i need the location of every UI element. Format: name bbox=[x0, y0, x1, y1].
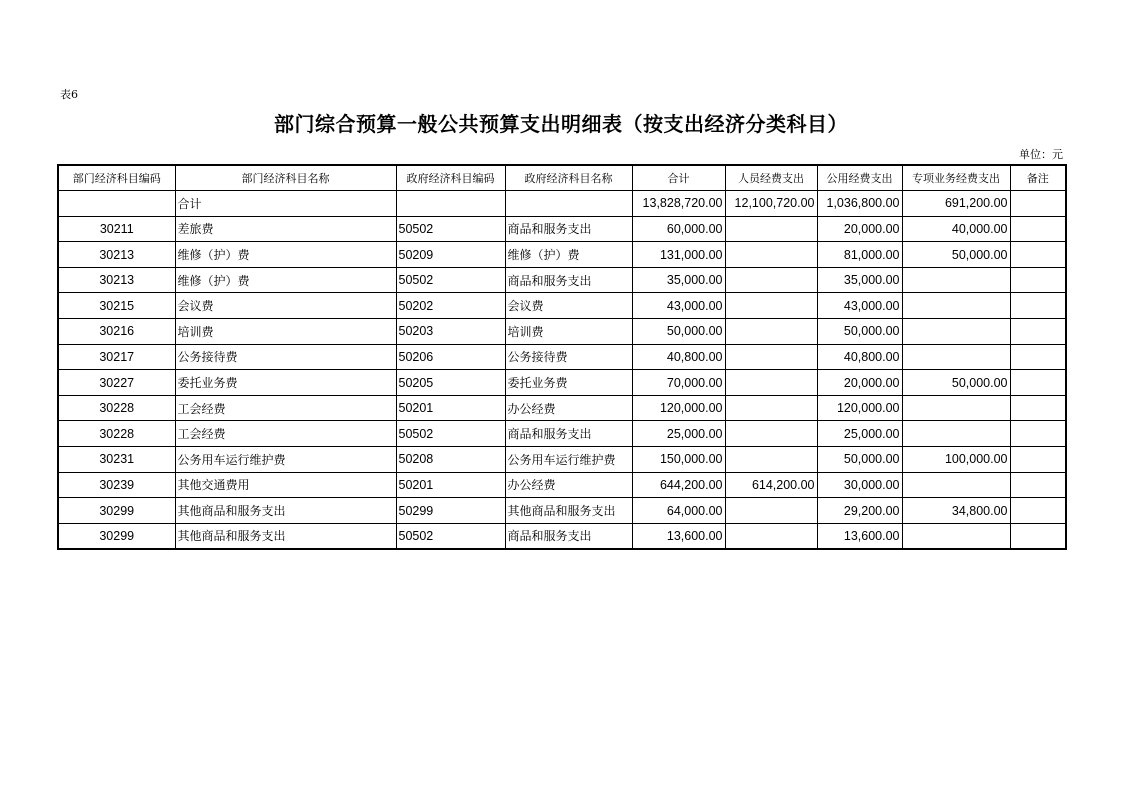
unit-label: 单位：元 bbox=[1019, 148, 1063, 161]
cell-gov-name: 公务接待费 bbox=[505, 344, 632, 370]
cell-public: 50,000.00 bbox=[817, 447, 902, 473]
header-personnel: 人员经费支出 bbox=[725, 165, 817, 191]
cell-note bbox=[1010, 370, 1066, 396]
cell-note bbox=[1010, 319, 1066, 345]
cell-dept-name: 公务接待费 bbox=[175, 344, 396, 370]
cell-dept-name: 合计 bbox=[175, 191, 396, 217]
cell-personnel bbox=[725, 319, 817, 345]
header-dept-code: 部门经济科目编码 bbox=[58, 165, 175, 191]
cell-total: 131,000.00 bbox=[632, 242, 725, 268]
cell-note bbox=[1010, 344, 1066, 370]
cell-note bbox=[1010, 242, 1066, 268]
cell-note bbox=[1010, 447, 1066, 473]
cell-gov-code: 50205 bbox=[396, 370, 505, 396]
cell-dept-name: 工会经费 bbox=[175, 395, 396, 421]
table-row bbox=[58, 472, 1066, 498]
cell-total: 50,000.00 bbox=[632, 319, 725, 345]
cell-dept-name: 其他商品和服务支出 bbox=[175, 523, 396, 549]
cell-dept-code: 30228 bbox=[58, 395, 175, 421]
cell-public: 43,000.00 bbox=[817, 293, 902, 319]
cell-gov-code: 50202 bbox=[396, 293, 505, 319]
cell-public: 20,000.00 bbox=[817, 370, 902, 396]
cell-total: 25,000.00 bbox=[632, 421, 725, 447]
cell-note bbox=[1010, 293, 1066, 319]
cell-gov-code: 50201 bbox=[396, 472, 505, 498]
cell-personnel bbox=[725, 370, 817, 396]
cell-gov-name: 会议费 bbox=[505, 293, 632, 319]
table-row bbox=[58, 242, 1066, 268]
table-row bbox=[58, 498, 1066, 524]
cell-gov-name bbox=[505, 191, 632, 217]
cell-special bbox=[902, 472, 1010, 498]
page-title: 部门综合预算一般公共预算支出明细表（按支出经济分类科目） bbox=[274, 112, 848, 136]
cell-public: 30,000.00 bbox=[817, 472, 902, 498]
cell-special bbox=[902, 421, 1010, 447]
cell-special bbox=[902, 319, 1010, 345]
cell-gov-code: 50502 bbox=[396, 421, 505, 447]
cell-personnel: 12,100,720.00 bbox=[725, 191, 817, 217]
cell-dept-code: 30215 bbox=[58, 293, 175, 319]
cell-personnel bbox=[725, 523, 817, 549]
cell-special bbox=[902, 344, 1010, 370]
cell-personnel bbox=[725, 395, 817, 421]
cell-note bbox=[1010, 191, 1066, 217]
cell-gov-code bbox=[396, 191, 505, 217]
cell-total: 13,828,720.00 bbox=[632, 191, 725, 217]
cell-dept-name: 其他商品和服务支出 bbox=[175, 498, 396, 524]
table-row bbox=[58, 267, 1066, 293]
cell-gov-name: 商品和服务支出 bbox=[505, 523, 632, 549]
cell-dept-name: 差旅费 bbox=[175, 216, 396, 242]
cell-special bbox=[902, 523, 1010, 549]
cell-dept-code bbox=[58, 191, 175, 217]
cell-total: 40,800.00 bbox=[632, 344, 725, 370]
cell-gov-name: 办公经费 bbox=[505, 472, 632, 498]
cell-total: 120,000.00 bbox=[632, 395, 725, 421]
cell-gov-name: 商品和服务支出 bbox=[505, 267, 632, 293]
cell-dept-name: 维修（护）费 bbox=[175, 242, 396, 268]
cell-personnel bbox=[725, 242, 817, 268]
cell-gov-code: 50201 bbox=[396, 395, 505, 421]
cell-gov-code: 50502 bbox=[396, 523, 505, 549]
cell-public: 20,000.00 bbox=[817, 216, 902, 242]
cell-dept-code: 30213 bbox=[58, 242, 175, 268]
cell-total: 43,000.00 bbox=[632, 293, 725, 319]
cell-total: 60,000.00 bbox=[632, 216, 725, 242]
cell-gov-code: 50206 bbox=[396, 344, 505, 370]
cell-special: 40,000.00 bbox=[902, 216, 1010, 242]
cell-personnel bbox=[725, 216, 817, 242]
cell-gov-name: 办公经费 bbox=[505, 395, 632, 421]
cell-gov-code: 50502 bbox=[396, 216, 505, 242]
cell-note bbox=[1010, 395, 1066, 421]
cell-special: 691,200.00 bbox=[902, 191, 1010, 217]
cell-dept-name: 委托业务费 bbox=[175, 370, 396, 396]
cell-gov-name: 委托业务费 bbox=[505, 370, 632, 396]
cell-special: 50,000.00 bbox=[902, 370, 1010, 396]
cell-total: 13,600.00 bbox=[632, 523, 725, 549]
table-row bbox=[58, 293, 1066, 319]
cell-note bbox=[1010, 421, 1066, 447]
header-gov-name: 政府经济科目名称 bbox=[505, 165, 632, 191]
cell-special: 34,800.00 bbox=[902, 498, 1010, 524]
table-row bbox=[58, 319, 1066, 345]
cell-total: 644,200.00 bbox=[632, 472, 725, 498]
header-total: 合计 bbox=[632, 165, 725, 191]
cell-note bbox=[1010, 267, 1066, 293]
cell-total: 64,000.00 bbox=[632, 498, 725, 524]
header-dept-name: 部门经济科目名称 bbox=[175, 165, 396, 191]
cell-dept-name: 维修（护）费 bbox=[175, 267, 396, 293]
cell-total: 70,000.00 bbox=[632, 370, 725, 396]
cell-dept-code: 30211 bbox=[58, 216, 175, 242]
table-number: 表6 bbox=[60, 88, 78, 101]
header-public: 公用经费支出 bbox=[817, 165, 902, 191]
cell-note bbox=[1010, 523, 1066, 549]
cell-personnel bbox=[725, 344, 817, 370]
cell-dept-name: 其他交通费用 bbox=[175, 472, 396, 498]
cell-dept-code: 30231 bbox=[58, 447, 175, 473]
table-row bbox=[58, 447, 1066, 473]
header-note: 备注 bbox=[1010, 165, 1066, 191]
cell-special: 50,000.00 bbox=[902, 242, 1010, 268]
cell-dept-code: 30228 bbox=[58, 421, 175, 447]
cell-dept-code: 30239 bbox=[58, 472, 175, 498]
cell-gov-name: 商品和服务支出 bbox=[505, 216, 632, 242]
cell-gov-code: 50209 bbox=[396, 242, 505, 268]
cell-public: 40,800.00 bbox=[817, 344, 902, 370]
cell-gov-name: 商品和服务支出 bbox=[505, 421, 632, 447]
total-row bbox=[58, 191, 1066, 217]
cell-public: 35,000.00 bbox=[817, 267, 902, 293]
cell-gov-name: 其他商品和服务支出 bbox=[505, 498, 632, 524]
cell-public: 13,600.00 bbox=[817, 523, 902, 549]
cell-dept-code: 30217 bbox=[58, 344, 175, 370]
cell-public: 29,200.00 bbox=[817, 498, 902, 524]
cell-special bbox=[902, 267, 1010, 293]
cell-special: 100,000.00 bbox=[902, 447, 1010, 473]
cell-dept-name: 会议费 bbox=[175, 293, 396, 319]
cell-gov-code: 50502 bbox=[396, 267, 505, 293]
cell-dept-code: 30216 bbox=[58, 319, 175, 345]
cell-note bbox=[1010, 498, 1066, 524]
cell-personnel bbox=[725, 267, 817, 293]
header-row bbox=[58, 165, 1066, 191]
cell-total: 35,000.00 bbox=[632, 267, 725, 293]
table-row bbox=[58, 523, 1066, 549]
cell-gov-code: 50299 bbox=[396, 498, 505, 524]
cell-dept-code: 30299 bbox=[58, 523, 175, 549]
table-row bbox=[58, 216, 1066, 242]
cell-note bbox=[1010, 472, 1066, 498]
cell-gov-code: 50203 bbox=[396, 319, 505, 345]
cell-note bbox=[1010, 216, 1066, 242]
cell-special bbox=[902, 293, 1010, 319]
cell-gov-name: 公务用车运行维护费 bbox=[505, 447, 632, 473]
cell-dept-code: 30227 bbox=[58, 370, 175, 396]
cell-public: 25,000.00 bbox=[817, 421, 902, 447]
cell-gov-name: 维修（护）费 bbox=[505, 242, 632, 268]
cell-gov-name: 培训费 bbox=[505, 319, 632, 345]
table-row bbox=[58, 395, 1066, 421]
cell-public: 50,000.00 bbox=[817, 319, 902, 345]
cell-dept-code: 30299 bbox=[58, 498, 175, 524]
header-special: 专项业务经费支出 bbox=[902, 165, 1010, 191]
cell-personnel: 614,200.00 bbox=[725, 472, 817, 498]
budget-table bbox=[57, 164, 1067, 550]
cell-personnel bbox=[725, 447, 817, 473]
cell-public: 81,000.00 bbox=[817, 242, 902, 268]
header-gov-code: 政府经济科目编码 bbox=[396, 165, 505, 191]
cell-special bbox=[902, 395, 1010, 421]
cell-dept-name: 培训费 bbox=[175, 319, 396, 345]
cell-personnel bbox=[725, 498, 817, 524]
cell-gov-code: 50208 bbox=[396, 447, 505, 473]
cell-personnel bbox=[725, 293, 817, 319]
cell-dept-name: 工会经费 bbox=[175, 421, 396, 447]
cell-dept-name: 公务用车运行维护费 bbox=[175, 447, 396, 473]
table-row bbox=[58, 344, 1066, 370]
table-row bbox=[58, 421, 1066, 447]
cell-total: 150,000.00 bbox=[632, 447, 725, 473]
table-row bbox=[58, 370, 1066, 396]
cell-public: 120,000.00 bbox=[817, 395, 902, 421]
cell-dept-code: 30213 bbox=[58, 267, 175, 293]
cell-public: 1,036,800.00 bbox=[817, 191, 902, 217]
cell-personnel bbox=[725, 421, 817, 447]
